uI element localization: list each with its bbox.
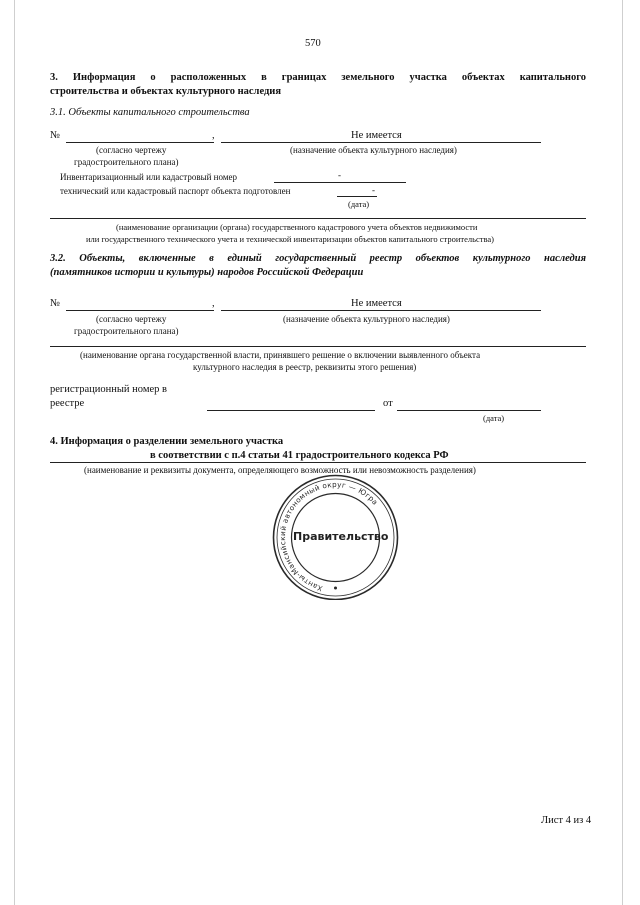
inventory-label: Инвентаризационный или кадастровый номер (60, 172, 238, 182)
page-number: 570 (305, 38, 321, 49)
section4-caption: (наименование и реквизиты документа, определяющего возможность или невозможность разделения) (84, 465, 476, 475)
caption-heritage-2: (назначение объекта культурного наследия) (283, 314, 450, 324)
registration-date-line (397, 410, 541, 411)
organization-caption-1: (наименование организации (органа) государственного кадастрового учета объектов недвижимости (116, 222, 478, 232)
passport-label: технический или кадастровый паспорт объекта подготовлен (60, 186, 291, 196)
caption-heritage: (назначение объекта культурного наследия) (290, 145, 457, 155)
heritage-value: Не имеется (351, 130, 402, 141)
subsection-3-1-title: 3.1. Объекты капитального строительства (50, 107, 250, 118)
caption-drawing-2-2: градостроительного плана) (74, 326, 179, 336)
registration-label-2: реестре (50, 398, 85, 409)
section3-title-line2: строительства и объектах культурного наследия (50, 86, 282, 97)
section3-title-line1: 3. Информация о расположенных в границах земельного участка объектах капитального (50, 72, 586, 83)
from-label: от (383, 398, 393, 409)
subsection-3-2-title-line2: (памятников истории и культуры) народов Российской Федерации (50, 267, 364, 278)
section4-title: 4. Информация о разделении земельного участка (50, 436, 284, 447)
svg-text:Ханты-Мансийский автономный ок: Ханты-Мансийский автономный округ — Югра (278, 479, 380, 594)
heritage-line-2 (221, 310, 541, 311)
seal-center-text: Правительство (293, 530, 389, 543)
section4-basis: в соответствии с п.4 статьи 41 градостроительного кодекса РФ (150, 450, 449, 461)
caption-drawing-2: градостроительного плана) (74, 157, 179, 167)
organization-line (50, 218, 586, 219)
registration-date-caption: (дата) (483, 413, 505, 423)
organization-caption-2: или государственного технического учета и технической инвентаризации объектов капитального строительства) (86, 234, 495, 244)
comma: , (212, 130, 215, 141)
caption-date: (дата) (348, 199, 370, 209)
caption-drawing-1: (согласно чертежу (96, 145, 167, 155)
authority-caption-2: культурного наследия в реестр, реквизиты этого решения) (193, 362, 417, 372)
passport-value: - (372, 185, 375, 195)
caption-drawing-2-1: (согласно чертежу (96, 314, 167, 324)
section4-basis-line (50, 462, 586, 463)
drawing-number-line-2 (66, 310, 214, 311)
inventory-line (274, 182, 406, 183)
number-sign: № (50, 130, 61, 141)
registration-label-1: регистрационный номер в (50, 384, 167, 395)
sheet-number: Лист 4 из 4 (541, 815, 592, 826)
registration-number-line (207, 410, 375, 411)
inventory-value: - (338, 170, 341, 180)
heritage-line (221, 142, 541, 143)
passport-line (337, 196, 377, 197)
drawing-number-line (66, 142, 214, 143)
scan-edge-left (14, 0, 15, 905)
scan-edge-right (622, 0, 623, 905)
comma-2: , (212, 298, 215, 309)
heritage-value-2: Не имеется (351, 298, 402, 309)
authority-line (50, 346, 586, 347)
subsection-3-2-title-line1: 3.2. Объекты, включенные в единый государственный реестр объектов культурного наследия (50, 253, 586, 264)
authority-caption-1: (наименование органа государственной власти, принявшего решение о включении выявленного объекта (80, 350, 481, 360)
number-sign-2: № (50, 298, 61, 309)
